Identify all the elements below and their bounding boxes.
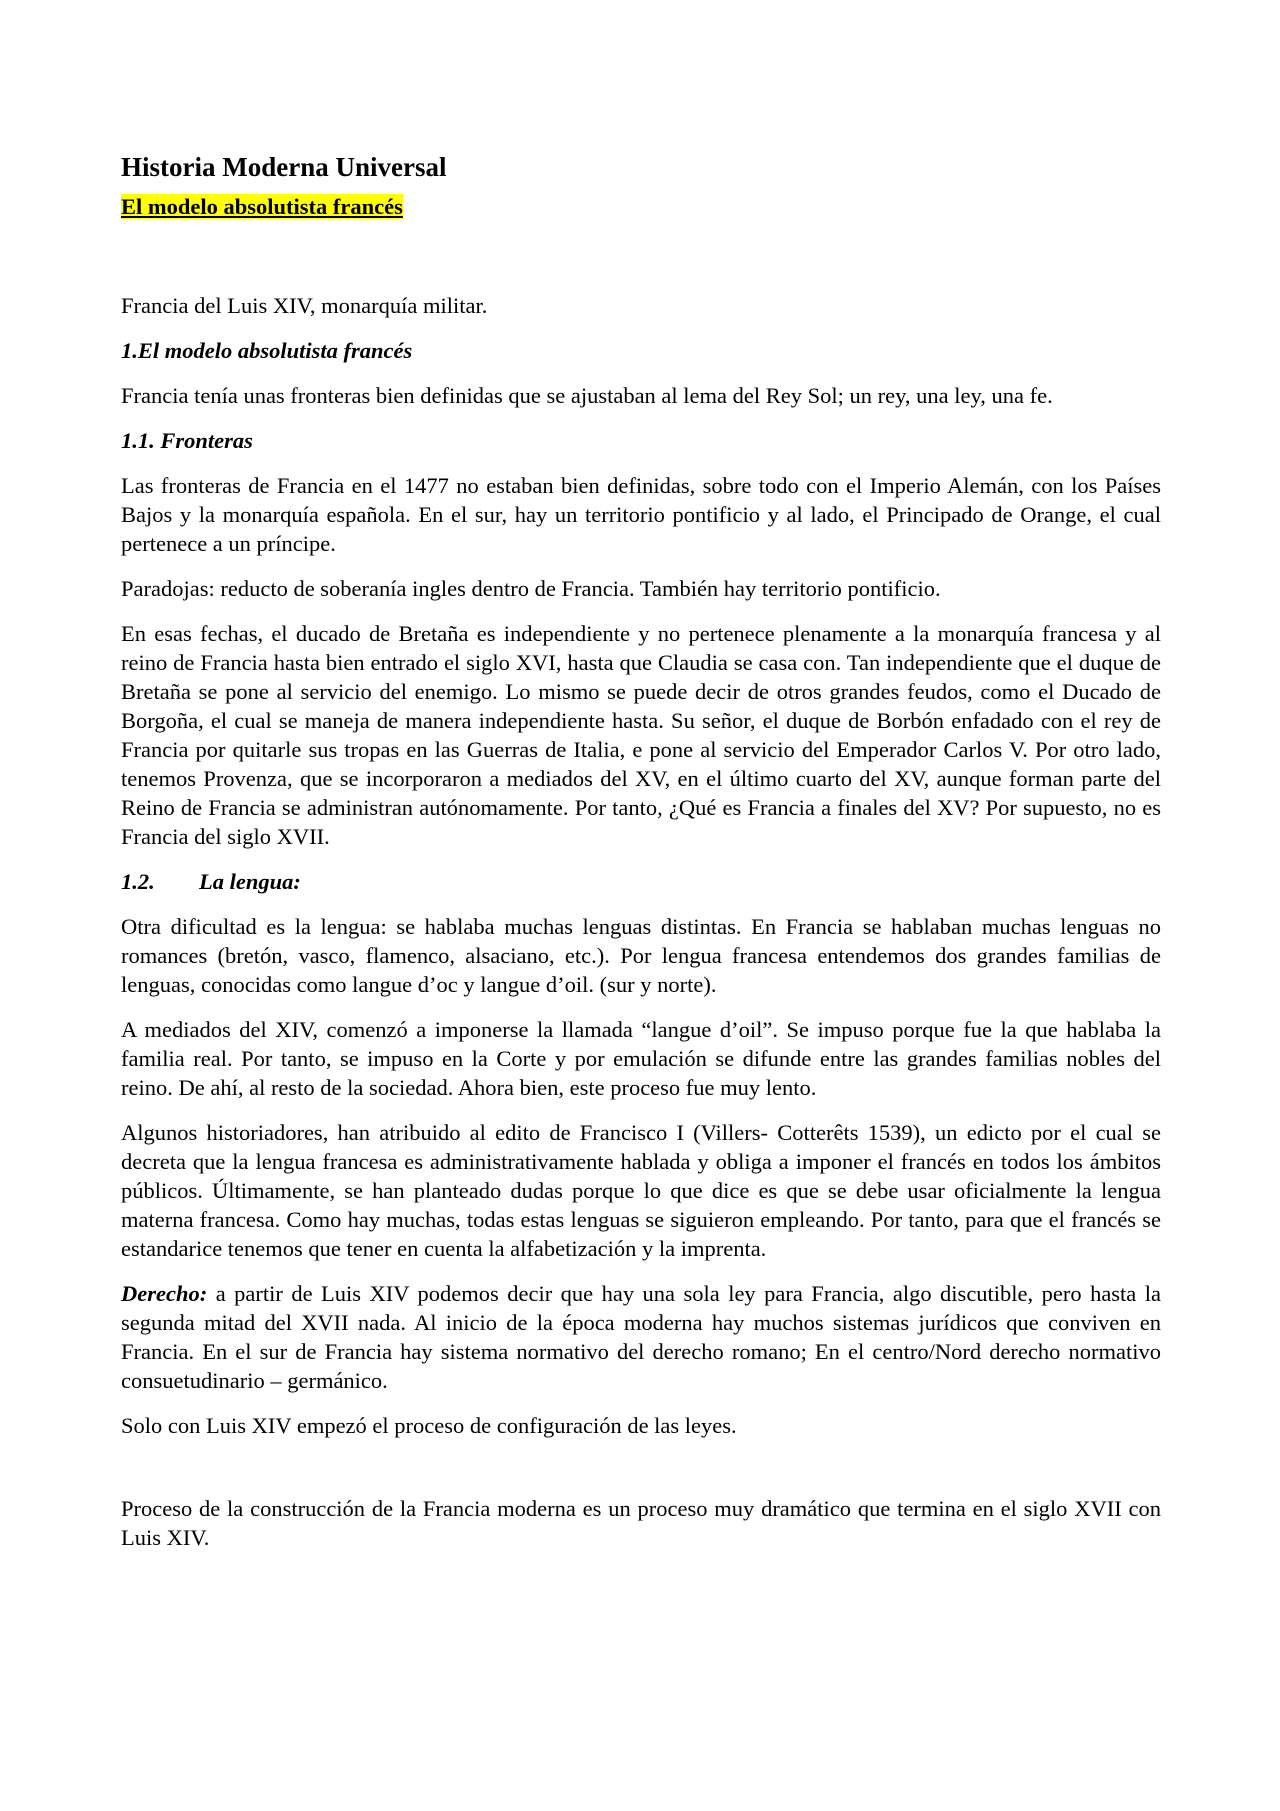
fronteras-paragraph-3: En esas fechas, el ducado de Bretaña es independiente y no pertenece plenamente a la monarquía francesa y al reino de Francia hasta bien entrado el siglo XVI, hasta que Claudia se casa con. Tan independiente que el duque de Bretaña se pone al servicio del enemigo. Lo mismo se puede decir de otros grandes feudos, como el Ducado de Borgoña, el cual se maneja de manera independiente hasta. Su señor, el duque de Borbón enfadado con el rey de Francia por quitarle sus tropas en las Guerras de Italia, e pone al servicio del Emperador Carlos V. Por otro lado, tenemos Provenza, que se incorporaron a mediados del XV, en el último cuarto del XV, aunque forman parte del Reino de Francia se administran autónomamente. Por tanto, ¿Qué es Francia a finales del XV? Por supuesto, no es Francia del siglo XVII. — [121, 621, 1161, 849]
document-page — [121, 150, 1161, 1568]
lengua-paragraph-3: Algunos historiadores, han atribuido al edito de Francisco I (Villers- Cotterêts 1539), un edicto por el cual se decreta que la lengua francesa es administrativamente hablada y obliga a imponer el francés en todos los ámbitos públicos. Últimamente, se han planteado dudas porque lo que dice es que se debe usar oficialmente la lengua materna francesa. Como hay muchas, todas estas lenguas se siguieron empleando. Por tanto, para que el francés se estandarice tenemos que tener en cuenta la alfabetización y la imprenta. — [121, 1120, 1161, 1261]
section-1-heading: 1.El modelo absolutista francés — [121, 338, 413, 363]
lengua-paragraph-2: A mediados del XIV, comenzó a imponerse la llamada “langue d’oil”. Se impuso porque fue la que hablaba la familia real. Por tanto, se impuso en la Corte y por emulación se difunde entre las grandes familias nobles del reino. De ahí, al resto de la sociedad. Ahora bien, este proceso fue muy lento. — [121, 1017, 1161, 1100]
section-1-1-heading: 1.1. Fronteras — [121, 428, 253, 453]
section-1-2-heading — [121, 867, 1161, 896]
derecho-term: Derecho: — [121, 1281, 208, 1306]
derecho-text: a partir de Luis XIV podemos decir que hay una sola ley para Francia, algo discutible, pero hasta la segunda mitad del XVII nada. Al inicio de la época moderna hay muchos sistemas jurídicos que conviven en Francia. En el sur de Francia hay sistema normativo del derecho romano; En el centro/Nord derecho normativo consuetudinario – germánico. — [121, 1281, 1161, 1393]
fronteras-paragraph-2: Paradojas: reducto de soberanía ingles dentro de Francia. También hay territorio pontificio. — [121, 576, 941, 601]
leyes-paragraph: Solo con Luis XIV empezó el proceso de configuración de las leyes. — [121, 1413, 737, 1438]
section-1-2-number: 1.2. — [121, 869, 155, 894]
lengua-paragraph-1: Otra dificultad es la lengua: se hablaba muchas lenguas distintas. En Francia se hablaban muchas lenguas no romances (bretón, vasco, flamenco, alsaciano, etc.). Por lengua francesa entendemos dos grandes familias de lenguas, conocidas como langue d’oc y langue d’oil. (sur y norte). — [121, 914, 1161, 997]
fronteras-paragraph-1: Las fronteras de Francia en el 1477 no estaban bien definidas, sobre todo con el Imperio Alemán, con los Países Bajos y la monarquía española. En el sur, hay un territorio pontificio y al lado, el Principado de Orange, el cual pertenece a un príncipe. — [121, 473, 1161, 556]
section-1-2-title: La lengua: — [199, 869, 301, 894]
intro-paragraph: Francia del Luis XIV, monarquía militar. — [121, 293, 488, 318]
section-1-paragraph: Francia tenía unas fronteras bien definidas que se ajustaban al lema del Rey Sol; un rey, una ley, una fe. — [121, 383, 1053, 408]
conclusion-paragraph: Proceso de la construcción de la Francia moderna es un proceso muy dramático que termina en el siglo XVII con Luis XIV. — [121, 1496, 1161, 1550]
highlighted-subtitle: El modelo absolutista francés — [121, 194, 403, 219]
document-title: Historia Moderna Universal — [121, 152, 447, 182]
document-subtitle — [121, 192, 1161, 221]
derecho-paragraph — [121, 1279, 1161, 1395]
